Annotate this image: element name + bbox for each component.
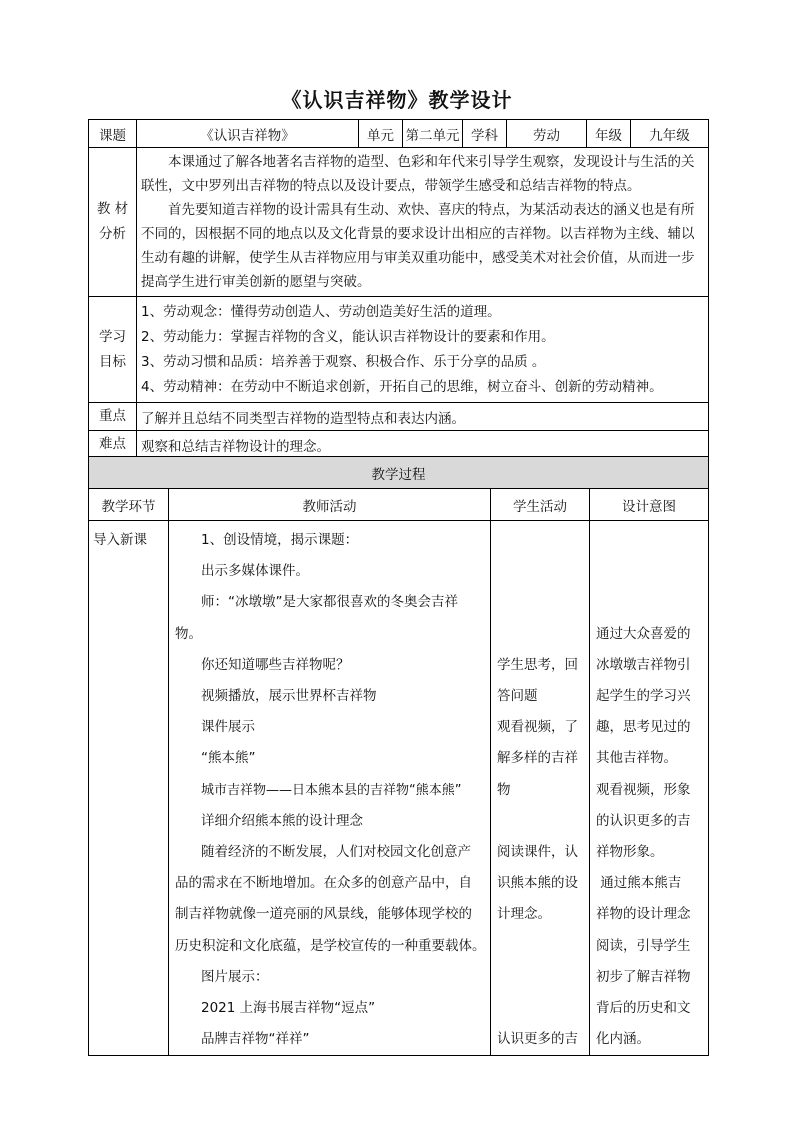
student-line — [497, 525, 585, 556]
design-line: 祥物的设计理念 — [596, 906, 691, 923]
student-line: 观看视频，了 — [497, 719, 578, 736]
teacher-line: 城市吉祥物——日本熊本县的吉祥物“熊本熊” — [201, 782, 462, 798]
design-line: 化内涵。 — [596, 1031, 650, 1048]
column-header-stage: 教学环节 — [89, 489, 169, 521]
student-activity — [491, 521, 590, 1056]
key-row — [89, 403, 709, 431]
student-line — [497, 962, 585, 993]
teacher-line: “熊本熊” — [201, 750, 256, 767]
design-line: 阅读，引导学生 — [596, 937, 691, 954]
teacher-line: 详细介绍熊本熊的设计理念 — [201, 812, 363, 829]
teacher-line: 出示多媒体课件。 — [201, 563, 309, 580]
column-header-design: 设计意图 — [590, 489, 709, 521]
teacher-activity — [169, 521, 491, 1056]
grade-label: 年级 — [587, 120, 631, 148]
design-line: 的认识更多的吉 — [596, 812, 691, 829]
teacher-line: 图片展示： — [201, 968, 269, 985]
design-line: 观看视频，形象 — [596, 781, 691, 798]
teaching-process-table — [88, 456, 709, 1056]
column-header-row — [89, 489, 709, 521]
teacher-line: 视频播放，展示世界杯吉祥物 — [201, 688, 377, 705]
teacher-line: 品牌吉祥物“祥祥” — [201, 1031, 310, 1048]
student-line: 物 — [497, 781, 511, 798]
goals-row — [89, 297, 709, 403]
student-line: 认识更多的吉 — [497, 1031, 578, 1048]
design-intent — [590, 521, 709, 1056]
teacher-line: 历史积淀和文化底蕴，是学校宣传的一种重要载体。 — [175, 937, 486, 954]
page-title: 《认识吉祥物》教学设计 — [281, 88, 513, 112]
teacher-line: 制吉祥物就像一道亮丽的风景线，能够体现学校的 — [175, 906, 472, 923]
process-header-row — [89, 457, 709, 489]
student-line: 计理念。 — [497, 906, 551, 923]
design-line: 背后的历史和文 — [596, 1000, 691, 1017]
key-value: 了解并且总结不同类型吉祥物的造型特点和表达内涵。 — [137, 403, 709, 431]
key-label: 重点 — [89, 403, 137, 431]
student-line — [497, 619, 585, 650]
analysis-paragraph: 本课通过了解各地著名吉祥物的造型、色彩和年代来引导学生观察，发现设计与生活的关联性，文中罗列出吉祥物的特点以及设计要点，带领学生感受和总结吉祥物的特点。 — [141, 154, 695, 194]
student-line — [497, 556, 585, 587]
design-line: 其他吉祥物。 — [596, 750, 677, 767]
analysis-paragraph: 首先要知道吉祥物的设计需具有生动、欢快、喜庆的特点，为某活动表达的涵义也是有所不同的，因根据不同的地点以及文化背景的要求设计出相应的吉祥物。以吉祥物为主线、辅以生动有趣的讲解，使学生从吉祥物应用与审美双重功能中，感受美术对社会价值，从而进一步提高学生进行审美创新的愿望与突破。 — [141, 202, 695, 290]
student-line — [497, 993, 585, 1024]
goals-content — [137, 297, 709, 403]
design-line — [596, 556, 704, 587]
subject-value: 劳动 — [507, 120, 587, 148]
design-line: 冰墩墩吉祥物引 — [596, 656, 691, 673]
student-line: 识熊本熊的设 — [497, 875, 578, 892]
teacher-line: 随着经济的不断发展，人们对校园文化创意产 — [201, 844, 471, 861]
unit-value: 第二单元 — [403, 120, 463, 148]
goal-item: 4、劳动精神：在劳动中不断追求创新，开拓自己的思维，树立奋斗、创新的劳动精神。 — [141, 378, 663, 395]
difficulty-value: 观察和总结吉祥物设计的理念。 — [137, 431, 709, 459]
topic-label: 课题 — [89, 120, 137, 148]
teacher-line: 师：“冰墩墩”是大家都很喜欢的冬奥会吉祥 — [201, 594, 458, 611]
column-header-student: 学生活动 — [491, 489, 590, 521]
goals-label: 学习 目标 — [89, 297, 137, 403]
difficulty-row — [89, 431, 709, 459]
student-line — [497, 806, 585, 837]
teacher-line: 你还知道哪些吉祥物呢？ — [201, 656, 350, 673]
student-line: 解多样的吉祥 — [497, 750, 578, 767]
analysis-label: 教 材 分析 — [89, 148, 137, 297]
stage-label — [89, 521, 169, 1056]
lesson-info-table — [88, 119, 709, 459]
design-line — [596, 525, 704, 556]
teacher-line: 课件展示 — [201, 719, 255, 736]
design-line: 趣，思考见过的 — [596, 719, 691, 736]
goal-item: 3、劳动习惯和品质：培养善于观察、积极合作、乐于分享的品质 。 — [141, 353, 546, 370]
difficulty-label: 难点 — [89, 431, 137, 459]
subject-label: 学科 — [463, 120, 507, 148]
design-line: 通过熊本熊吉 — [596, 875, 682, 892]
design-line — [596, 587, 704, 618]
column-header-teacher: 教师活动 — [169, 489, 491, 521]
student-line: 答问题 — [497, 688, 538, 705]
teacher-line: 1、创设情境，揭示课题： — [201, 532, 359, 548]
teacher-line: 2021 上海书展吉祥物“逗点” — [201, 1000, 376, 1017]
design-line: 祥物形象。 — [596, 844, 664, 861]
teacher-line: 品的需求在不断地增加。在众多的创意产品中，自 — [175, 875, 472, 892]
intro-stage-row — [89, 521, 709, 1056]
grade-value: 九年级 — [631, 120, 709, 148]
goal-item: 1、劳动观念：懂得劳动创造人、劳动创造美好生活的道理。 — [141, 303, 501, 320]
design-line: 初步了解吉祥物 — [596, 968, 691, 985]
student-line: 学生思考，回 — [497, 656, 578, 673]
student-line: 阅读课件，认 — [497, 844, 578, 861]
design-line: 起学生的学习兴 — [596, 688, 691, 705]
analysis-row — [89, 148, 709, 297]
topic-row — [89, 120, 709, 148]
student-line — [497, 587, 585, 618]
analysis-content — [137, 148, 709, 297]
design-line: 通过大众喜爱的 — [596, 625, 691, 642]
student-line — [497, 931, 585, 962]
stage-text: 导入新课 — [93, 532, 147, 548]
process-header: 教学过程 — [89, 457, 709, 489]
unit-label: 单元 — [359, 120, 403, 148]
topic-value: 《认识吉祥物》 — [137, 120, 359, 148]
goal-item: 2、劳动能力：掌握吉祥物的含义，能认识吉祥物设计的要素和作用。 — [141, 328, 555, 345]
teacher-line: 物。 — [175, 625, 202, 642]
